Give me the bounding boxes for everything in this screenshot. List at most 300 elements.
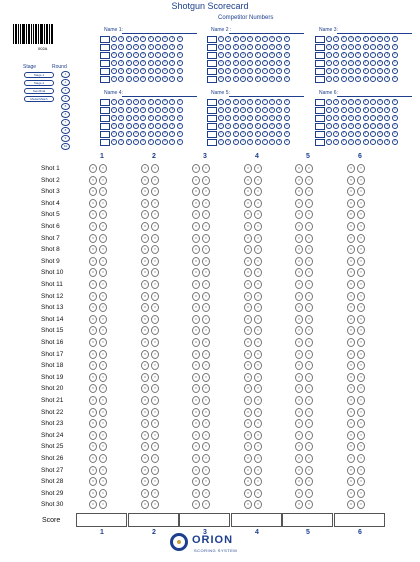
miss-bubble[interactable]: X (99, 489, 107, 498)
miss-bubble[interactable]: X (254, 315, 262, 324)
miss-bubble[interactable]: X (254, 280, 262, 289)
hit-bubble[interactable]: O (192, 245, 200, 254)
miss-bubble[interactable]: X (357, 361, 365, 370)
miss-bubble[interactable]: X (202, 466, 210, 475)
digit-bubble[interactable]: 5 (247, 123, 253, 129)
miss-bubble[interactable]: X (305, 419, 313, 428)
hit-bubble[interactable]: O (89, 176, 97, 185)
digit-bubble[interactable]: 6 (255, 76, 261, 82)
miss-bubble[interactable]: X (99, 210, 107, 219)
hit-bubble[interactable]: O (244, 292, 252, 301)
digit-bubble[interactable]: 6 (255, 60, 261, 66)
digit-bubble[interactable]: 7 (155, 60, 161, 66)
digit-bubble[interactable]: 2 (333, 36, 339, 42)
hit-bubble[interactable]: O (295, 361, 303, 370)
miss-bubble[interactable]: X (202, 199, 210, 208)
miss-bubble[interactable]: X (305, 396, 313, 405)
miss-bubble[interactable]: X (202, 396, 210, 405)
digit-bubble[interactable]: 6 (255, 68, 261, 74)
digit-bubble[interactable]: 4 (133, 60, 139, 66)
digit-bubble[interactable]: 3 (341, 131, 347, 137)
digit-bubble[interactable]: 2 (225, 76, 231, 82)
digit-bubble[interactable]: 8 (162, 131, 168, 137)
digit-bubble[interactable]: 0 (392, 115, 398, 121)
hit-bubble[interactable]: O (141, 303, 149, 312)
digit-bubble[interactable]: 5 (247, 115, 253, 121)
digit-bubble[interactable]: 6 (363, 115, 369, 121)
digit-bubble[interactable]: 7 (155, 107, 161, 113)
digit-bubble[interactable]: 3 (233, 131, 239, 137)
hit-bubble[interactable]: O (141, 431, 149, 440)
hit-bubble[interactable]: O (192, 234, 200, 243)
digit-bubble[interactable]: 4 (133, 36, 139, 42)
digit-bubble[interactable]: 5 (140, 107, 146, 113)
digit-bubble[interactable]: 2 (118, 76, 124, 82)
miss-bubble[interactable]: X (305, 303, 313, 312)
hit-bubble[interactable]: O (347, 361, 355, 370)
hit-bubble[interactable]: O (244, 373, 252, 382)
digit-bubble[interactable]: 0 (284, 131, 290, 137)
hit-bubble[interactable]: O (347, 164, 355, 173)
competitor-digit-box[interactable] (315, 123, 325, 130)
hit-bubble[interactable]: O (244, 176, 252, 185)
miss-bubble[interactable]: X (357, 500, 365, 509)
digit-bubble[interactable]: 8 (377, 139, 383, 145)
digit-bubble[interactable]: 5 (140, 68, 146, 74)
miss-bubble[interactable]: X (357, 164, 365, 173)
hit-bubble[interactable]: O (347, 489, 355, 498)
miss-bubble[interactable]: X (99, 292, 107, 301)
hit-bubble[interactable]: O (244, 210, 252, 219)
hit-bubble[interactable]: O (89, 199, 97, 208)
digit-bubble[interactable]: 1 (218, 107, 224, 113)
digit-bubble[interactable]: 2 (118, 52, 124, 58)
digit-bubble[interactable]: 8 (162, 52, 168, 58)
digit-bubble[interactable]: 8 (162, 36, 168, 42)
hit-bubble[interactable]: O (347, 268, 355, 277)
digit-bubble[interactable]: 6 (148, 123, 154, 129)
digit-bubble[interactable]: 4 (133, 131, 139, 137)
hit-bubble[interactable]: O (192, 303, 200, 312)
digit-bubble[interactable]: 8 (269, 115, 275, 121)
hit-bubble[interactable]: O (192, 419, 200, 428)
miss-bubble[interactable]: X (99, 164, 107, 173)
hit-bubble[interactable]: O (89, 257, 97, 266)
miss-bubble[interactable]: X (151, 500, 159, 509)
hit-bubble[interactable]: O (141, 350, 149, 359)
hit-bubble[interactable]: O (295, 500, 303, 509)
digit-bubble[interactable]: 5 (355, 123, 361, 129)
miss-bubble[interactable]: X (99, 396, 107, 405)
hit-bubble[interactable]: O (244, 396, 252, 405)
hit-bubble[interactable]: O (347, 419, 355, 428)
round-bubble[interactable]: 8 (61, 127, 70, 134)
miss-bubble[interactable]: X (202, 164, 210, 173)
digit-bubble[interactable]: 9 (169, 36, 175, 42)
miss-bubble[interactable]: X (357, 199, 365, 208)
digit-bubble[interactable]: 3 (233, 76, 239, 82)
miss-bubble[interactable]: X (99, 280, 107, 289)
digit-bubble[interactable]: 5 (247, 76, 253, 82)
digit-bubble[interactable]: 6 (363, 36, 369, 42)
digit-bubble[interactable]: 8 (162, 107, 168, 113)
digit-bubble[interactable]: 4 (348, 107, 354, 113)
hit-bubble[interactable]: O (295, 164, 303, 173)
digit-bubble[interactable]: 1 (111, 68, 117, 74)
hit-bubble[interactable]: O (89, 222, 97, 231)
hit-bubble[interactable]: O (295, 396, 303, 405)
hit-bubble[interactable]: O (295, 466, 303, 475)
miss-bubble[interactable]: X (305, 466, 313, 475)
digit-bubble[interactable]: 4 (240, 44, 246, 50)
hit-bubble[interactable]: O (347, 257, 355, 266)
competitor-digit-box[interactable] (315, 76, 325, 83)
hit-bubble[interactable]: O (347, 187, 355, 196)
hit-bubble[interactable]: O (295, 187, 303, 196)
competitor-digit-box[interactable] (315, 139, 325, 146)
miss-bubble[interactable]: X (99, 373, 107, 382)
digit-bubble[interactable]: 1 (218, 139, 224, 145)
miss-bubble[interactable]: X (202, 326, 210, 335)
miss-bubble[interactable]: X (305, 222, 313, 231)
digit-bubble[interactable]: 0 (284, 44, 290, 50)
competitor-digit-box[interactable] (207, 60, 217, 67)
miss-bubble[interactable]: X (357, 396, 365, 405)
miss-bubble[interactable]: X (99, 187, 107, 196)
digit-bubble[interactable]: 3 (341, 68, 347, 74)
miss-bubble[interactable]: X (99, 361, 107, 370)
round-bubble[interactable]: 6 (61, 111, 70, 118)
miss-bubble[interactable]: X (202, 431, 210, 440)
digit-bubble[interactable]: 5 (355, 115, 361, 121)
miss-bubble[interactable]: X (254, 500, 262, 509)
miss-bubble[interactable]: X (151, 466, 159, 475)
competitor-digit-box[interactable] (100, 139, 110, 146)
digit-bubble[interactable]: 3 (233, 139, 239, 145)
miss-bubble[interactable]: X (202, 373, 210, 382)
digit-bubble[interactable]: 9 (169, 60, 175, 66)
digit-bubble[interactable]: 1 (111, 52, 117, 58)
competitor-digit-box[interactable] (100, 36, 110, 43)
miss-bubble[interactable]: X (254, 222, 262, 231)
digit-bubble[interactable]: 2 (225, 131, 231, 137)
hit-bubble[interactable]: O (89, 419, 97, 428)
digit-bubble[interactable]: 6 (148, 139, 154, 145)
miss-bubble[interactable]: X (99, 315, 107, 324)
digit-bubble[interactable]: 7 (262, 76, 268, 82)
hit-bubble[interactable]: O (192, 280, 200, 289)
digit-bubble[interactable]: 6 (255, 44, 261, 50)
digit-bubble[interactable]: 0 (392, 76, 398, 82)
miss-bubble[interactable]: X (357, 442, 365, 451)
digit-bubble[interactable]: 6 (148, 44, 154, 50)
digit-bubble[interactable]: 0 (392, 139, 398, 145)
digit-bubble[interactable]: 5 (355, 68, 361, 74)
competitor-digit-box[interactable] (315, 99, 325, 106)
digit-bubble[interactable]: 7 (262, 131, 268, 137)
miss-bubble[interactable]: X (254, 408, 262, 417)
digit-bubble[interactable]: 2 (333, 76, 339, 82)
digit-bubble[interactable]: 8 (162, 115, 168, 121)
hit-bubble[interactable]: O (347, 338, 355, 347)
competitor-digit-box[interactable] (207, 76, 217, 83)
miss-bubble[interactable]: X (305, 187, 313, 196)
digit-bubble[interactable]: 4 (348, 99, 354, 105)
digit-bubble[interactable]: 4 (133, 123, 139, 129)
digit-bubble[interactable]: 1 (326, 139, 332, 145)
digit-bubble[interactable]: 4 (240, 139, 246, 145)
competitor-digit-box[interactable] (100, 44, 110, 51)
miss-bubble[interactable]: X (202, 477, 210, 486)
digit-bubble[interactable]: 6 (363, 123, 369, 129)
competitor-digit-box[interactable] (100, 131, 110, 138)
digit-bubble[interactable]: 2 (118, 107, 124, 113)
miss-bubble[interactable]: X (357, 373, 365, 382)
miss-bubble[interactable]: X (151, 408, 159, 417)
competitor-digit-box[interactable] (207, 107, 217, 114)
hit-bubble[interactable]: O (244, 466, 252, 475)
digit-bubble[interactable]: 7 (155, 99, 161, 105)
hit-bubble[interactable]: O (347, 466, 355, 475)
digit-bubble[interactable]: 6 (363, 52, 369, 58)
digit-bubble[interactable]: 4 (240, 60, 246, 66)
miss-bubble[interactable]: X (357, 477, 365, 486)
hit-bubble[interactable]: O (244, 222, 252, 231)
digit-bubble[interactable]: 1 (111, 115, 117, 121)
hit-bubble[interactable]: O (192, 500, 200, 509)
digit-bubble[interactable]: 0 (392, 68, 398, 74)
digit-bubble[interactable]: 6 (148, 99, 154, 105)
digit-bubble[interactable]: 2 (118, 68, 124, 74)
digit-bubble[interactable]: 1 (218, 52, 224, 58)
digit-bubble[interactable]: 6 (255, 131, 261, 137)
digit-bubble[interactable]: 6 (363, 139, 369, 145)
hit-bubble[interactable]: O (347, 326, 355, 335)
miss-bubble[interactable]: X (305, 350, 313, 359)
hit-bubble[interactable]: O (89, 350, 97, 359)
hit-bubble[interactable]: O (295, 268, 303, 277)
digit-bubble[interactable]: 2 (118, 131, 124, 137)
digit-bubble[interactable]: 8 (377, 36, 383, 42)
hit-bubble[interactable]: O (244, 431, 252, 440)
hit-bubble[interactable]: O (192, 326, 200, 335)
digit-bubble[interactable]: 8 (377, 99, 383, 105)
hit-bubble[interactable]: O (141, 315, 149, 324)
hit-bubble[interactable]: O (192, 268, 200, 277)
digit-bubble[interactable]: 1 (218, 123, 224, 129)
digit-bubble[interactable]: 4 (133, 52, 139, 58)
hit-bubble[interactable]: O (244, 419, 252, 428)
miss-bubble[interactable]: X (151, 268, 159, 277)
digit-bubble[interactable]: 6 (148, 36, 154, 42)
digit-bubble[interactable]: 4 (240, 76, 246, 82)
competitor-digit-box[interactable] (207, 52, 217, 59)
competitor-digit-box[interactable] (100, 52, 110, 59)
miss-bubble[interactable]: X (357, 431, 365, 440)
digit-bubble[interactable]: 8 (269, 139, 275, 145)
digit-bubble[interactable]: 6 (255, 52, 261, 58)
digit-bubble[interactable]: 7 (370, 115, 376, 121)
digit-bubble[interactable]: 9 (276, 99, 282, 105)
hit-bubble[interactable]: O (141, 176, 149, 185)
hit-bubble[interactable]: O (89, 280, 97, 289)
hit-bubble[interactable]: O (244, 268, 252, 277)
digit-bubble[interactable]: 3 (126, 60, 132, 66)
hit-bubble[interactable]: O (141, 164, 149, 173)
miss-bubble[interactable]: X (99, 234, 107, 243)
miss-bubble[interactable]: X (151, 234, 159, 243)
miss-bubble[interactable]: X (202, 419, 210, 428)
hit-bubble[interactable]: O (141, 419, 149, 428)
digit-bubble[interactable]: 5 (247, 60, 253, 66)
digit-bubble[interactable]: 8 (269, 36, 275, 42)
hit-bubble[interactable]: O (347, 454, 355, 463)
miss-bubble[interactable]: X (254, 489, 262, 498)
digit-bubble[interactable]: 0 (392, 99, 398, 105)
miss-bubble[interactable]: X (254, 419, 262, 428)
digit-bubble[interactable]: 9 (276, 115, 282, 121)
miss-bubble[interactable]: X (151, 373, 159, 382)
hit-bubble[interactable]: O (89, 187, 97, 196)
miss-bubble[interactable]: X (357, 384, 365, 393)
hit-bubble[interactable]: O (244, 454, 252, 463)
digit-bubble[interactable]: 3 (233, 36, 239, 42)
digit-bubble[interactable]: 7 (155, 139, 161, 145)
miss-bubble[interactable]: X (305, 199, 313, 208)
digit-bubble[interactable]: 5 (247, 139, 253, 145)
hit-bubble[interactable]: O (244, 234, 252, 243)
digit-bubble[interactable]: 1 (326, 68, 332, 74)
hit-bubble[interactable]: O (89, 164, 97, 173)
miss-bubble[interactable]: X (357, 245, 365, 254)
competitor-digit-box[interactable] (315, 107, 325, 114)
stage-option[interactable]: Medal Match (24, 96, 54, 102)
miss-bubble[interactable]: X (305, 280, 313, 289)
digit-bubble[interactable]: 9 (276, 52, 282, 58)
digit-bubble[interactable]: 7 (155, 131, 161, 137)
miss-bubble[interactable]: X (254, 442, 262, 451)
digit-bubble[interactable]: 6 (148, 76, 154, 82)
digit-bubble[interactable]: 1 (218, 99, 224, 105)
digit-bubble[interactable]: 9 (276, 107, 282, 113)
digit-bubble[interactable]: 8 (377, 44, 383, 50)
hit-bubble[interactable]: O (141, 361, 149, 370)
hit-bubble[interactable]: O (141, 466, 149, 475)
digit-bubble[interactable]: 8 (377, 76, 383, 82)
hit-bubble[interactable]: O (192, 176, 200, 185)
stage-option[interactable]: Stage 1 (24, 72, 54, 78)
miss-bubble[interactable]: X (202, 257, 210, 266)
digit-bubble[interactable]: 8 (269, 60, 275, 66)
digit-bubble[interactable]: 1 (326, 60, 332, 66)
miss-bubble[interactable]: X (99, 338, 107, 347)
digit-bubble[interactable]: 6 (148, 52, 154, 58)
score-box[interactable] (231, 513, 282, 527)
digit-bubble[interactable]: 4 (348, 76, 354, 82)
digit-bubble[interactable]: 8 (162, 139, 168, 145)
miss-bubble[interactable]: X (151, 222, 159, 231)
hit-bubble[interactable]: O (141, 257, 149, 266)
digit-bubble[interactable]: 2 (333, 52, 339, 58)
miss-bubble[interactable]: X (99, 384, 107, 393)
digit-bubble[interactable]: 8 (162, 76, 168, 82)
miss-bubble[interactable]: X (99, 454, 107, 463)
hit-bubble[interactable]: O (347, 210, 355, 219)
miss-bubble[interactable]: X (357, 315, 365, 324)
miss-bubble[interactable]: X (202, 292, 210, 301)
miss-bubble[interactable]: X (254, 361, 262, 370)
miss-bubble[interactable]: X (254, 454, 262, 463)
hit-bubble[interactable]: O (141, 442, 149, 451)
digit-bubble[interactable]: 5 (355, 107, 361, 113)
digit-bubble[interactable]: 9 (169, 115, 175, 121)
hit-bubble[interactable]: O (244, 199, 252, 208)
digit-bubble[interactable]: 0 (284, 107, 290, 113)
hit-bubble[interactable]: O (295, 384, 303, 393)
round-bubble[interactable]: 10 (61, 143, 70, 150)
hit-bubble[interactable]: O (192, 257, 200, 266)
digit-bubble[interactable]: 3 (233, 107, 239, 113)
digit-bubble[interactable]: 2 (225, 36, 231, 42)
miss-bubble[interactable]: X (151, 315, 159, 324)
hit-bubble[interactable]: O (347, 245, 355, 254)
digit-bubble[interactable]: 1 (218, 131, 224, 137)
hit-bubble[interactable]: O (141, 280, 149, 289)
digit-bubble[interactable]: 1 (218, 68, 224, 74)
miss-bubble[interactable]: X (357, 466, 365, 475)
hit-bubble[interactable]: O (244, 164, 252, 173)
digit-bubble[interactable]: 7 (262, 68, 268, 74)
miss-bubble[interactable]: X (254, 210, 262, 219)
competitor-digit-box[interactable] (100, 68, 110, 75)
hit-bubble[interactable]: O (295, 442, 303, 451)
digit-bubble[interactable]: 8 (377, 60, 383, 66)
digit-bubble[interactable]: 7 (370, 107, 376, 113)
digit-bubble[interactable]: 0 (392, 60, 398, 66)
competitor-digit-box[interactable] (100, 123, 110, 130)
digit-bubble[interactable]: 3 (233, 52, 239, 58)
digit-bubble[interactable]: 8 (162, 44, 168, 50)
miss-bubble[interactable]: X (202, 384, 210, 393)
digit-bubble[interactable]: 7 (262, 52, 268, 58)
miss-bubble[interactable]: X (254, 466, 262, 475)
miss-bubble[interactable]: X (99, 326, 107, 335)
digit-bubble[interactable]: 3 (233, 123, 239, 129)
digit-bubble[interactable]: 2 (225, 115, 231, 121)
digit-bubble[interactable]: 4 (133, 99, 139, 105)
hit-bubble[interactable]: O (347, 396, 355, 405)
hit-bubble[interactable]: O (295, 431, 303, 440)
hit-bubble[interactable]: O (89, 489, 97, 498)
digit-bubble[interactable]: 9 (276, 44, 282, 50)
round-bubble[interactable]: 9 (61, 135, 70, 142)
digit-bubble[interactable]: 5 (355, 76, 361, 82)
digit-bubble[interactable]: 5 (355, 131, 361, 137)
hit-bubble[interactable]: O (141, 408, 149, 417)
miss-bubble[interactable]: X (305, 361, 313, 370)
digit-bubble[interactable]: 0 (177, 60, 183, 66)
hit-bubble[interactable]: O (295, 303, 303, 312)
miss-bubble[interactable]: X (305, 408, 313, 417)
miss-bubble[interactable]: X (254, 234, 262, 243)
digit-bubble[interactable]: 4 (133, 44, 139, 50)
hit-bubble[interactable]: O (141, 338, 149, 347)
digit-bubble[interactable]: 5 (355, 52, 361, 58)
digit-bubble[interactable]: 5 (355, 60, 361, 66)
miss-bubble[interactable]: X (202, 315, 210, 324)
miss-bubble[interactable]: X (305, 477, 313, 486)
digit-bubble[interactable]: 3 (126, 99, 132, 105)
